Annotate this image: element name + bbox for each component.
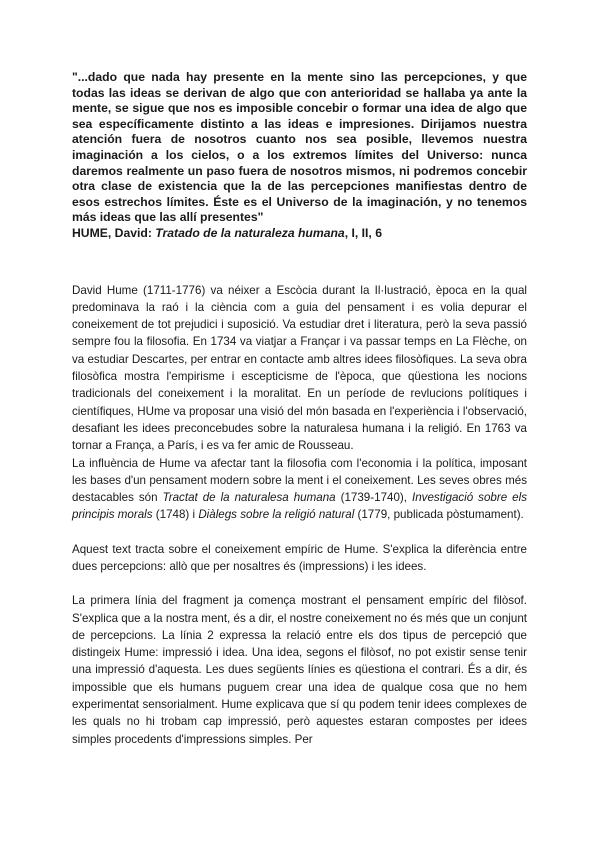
citation-work-title: Tratado de la naturaleza humana [155,225,345,240]
citation-author: HUME, David: [72,225,156,240]
citation-reference: , I, II, 6 [344,225,382,240]
work-title-enquiry: Investigació sobre els principis morals [72,491,527,522]
paragraph-analysis: La primera línia del fragment ja comença mostrant el pensament empíric del filòsof. S'explica que a la nostra ment, és a dir, el nostre coneixement no és més que un conjunt de percepcions. La línia 2 expressa la relació entre els dos tipus de percepció que distingeix Hume: impressió i idea. Una idea, segons el filòsof, no pot existir sense tenir una impressió d'aquesta. Les dues següents línies es qüestiona el contrari. És a dir, és impossible que els humans puguem crear una idea de qualque cosa que no hem experimentat sensorialment. Hume explicava que sí qu podem tenir idees complexes de les quals no hi trobam cap impressió, però aquestes estaran compostes per idees simples procedents d'impressions simples. Per [72,594,527,746]
influence-text-b: (1739-1740), [335,491,412,505]
document-page [72,70,527,748]
influence-text-d: (1779, publicada pòstumament). [354,508,524,522]
hume-quote: "...dado que nada hay presente en la mente sino las percepciones, y que todas las ideas se derivan de algo que con anterioridad se hallaba ya ante la mente, se sigue que nos es imposible concebir o formar una idea de algo que sea específicamente distinto a las ideas e impresiones. Dirijamos nuestra atención fuera de nosotros cuanto nos sea posible, llevemos nuestra imaginación a los cielos, o a los extremos límites del Universo: nunca daremos realmente un paso fuera de nosotros mismos, ni podremos concebir otra clase de existencia que la de las percepciones manifiestas dentro de esos estrechos límites. Éste es el Universo de la imaginación, y no tenemos más ideas que las allí presentes" [72,70,527,225]
influence-text-a: La influència de Hume va afectar tant la filosofia com l'economia i la política, imposant les bases d'un pensament modern sobre la ment i el coneixement. Les seves obres més destacables són [72,456,527,505]
quote-citation [72,226,527,242]
work-title-treatise: Tractat de la naturalesa humana [162,491,336,505]
influence-text-c: (1748) i [152,508,199,522]
paragraph-topic: Aquest text tracta sobre el coneixement empíric de Hume. S'explica la diferència entre dues percepcions: allò que per nosaltres és (impressions) i les idees. [72,542,527,573]
paragraph-influence [72,455,527,524]
paragraph-biography: David Hume (1711-1776) va néixer a Escòcia durant la Il·lustració, època en la qual predominava la raó i la ciència com a guia del pensament i es volia depurar el coneixement de tot prejudici i suposició. Va estudiar dret i literatura, però la seva passió sempre fou la filosofia. En 1734 va viatjar a Françar i va passar temps en La Flèche, on va estudiar Descartes, per entrar en contacte amb altres idees filosòfiques. La seva obra filosòfica mostra l'empirisme i escepticisme de l'època, que qüestiona les nocions tradicionals del coneixement i la moralitat. En un període de revlucions polítiques i científiques, HUme va proposar una visió del món basada en l'experiència i l'observació, desafiant les idees preconcebudes sobre la naturalesa humana i la religió. En 1763 va tornar a França, a París, i es va fer amic de Rousseau. [72,283,527,453]
work-title-dialogues: Diàlegs sobre la religió natural [198,508,355,522]
